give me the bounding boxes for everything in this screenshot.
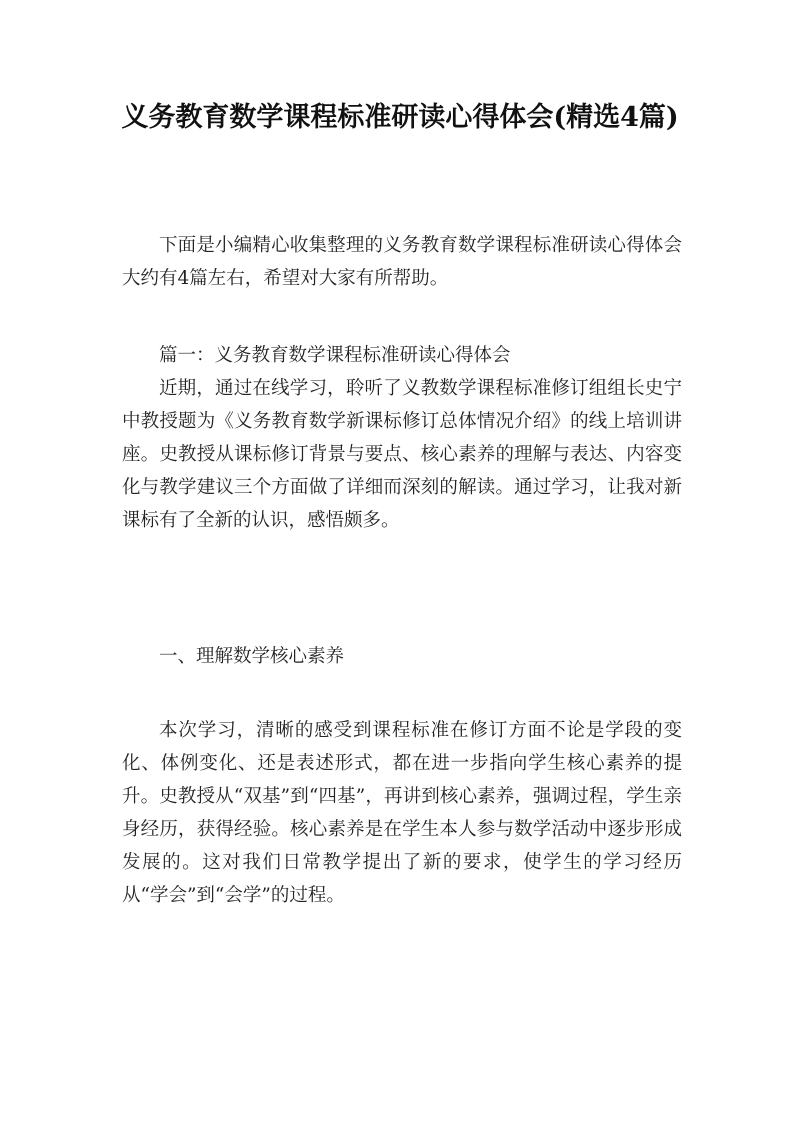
content-paragraph: 本次学习，清晰的感受到课程标准在修订方面不论是学段的变化、体例变化、还是表述形式，都在进一步指向学生核心素养的提升。史教授从“双基”到“四基”，再讲到核心素养，强调过程，学生亲身经历，获得经验。核心素养是在学生本人参与数学活动中逐步形成发展的。这对我们日常教学提出了新的要求，使学生的学习经历从“学会”到“会学”的过程。 <box>122 720 682 906</box>
intro-paragraph: 下面是小编精心收集整理的义务教育数学课程标准研读心得体会大约有4篇左右，希望对大家有所帮助。 <box>122 235 682 289</box>
subheading: 一、理解数学核心素养 <box>159 646 345 667</box>
document-title: 义务教育数学课程标准研读心得体会(精选4篇) <box>121 102 679 133</box>
section-body-paragraph: 近期，通过在线学习，聆听了义教数学课程标准修订组组长史宁中教授题为《义务教育数学新课标修订总体情况介绍》的线上培训讲座。史教授从课标修订背景与要点、核心素养的理解与表达、内容变化与教学建议三个方面做了详细而深刻的解读。通过学习，让我对新课标有了全新的认识，感悟颇多。 <box>122 378 682 531</box>
section-title: 篇一：义务教育数学课程标准研读心得体会 <box>159 345 511 366</box>
